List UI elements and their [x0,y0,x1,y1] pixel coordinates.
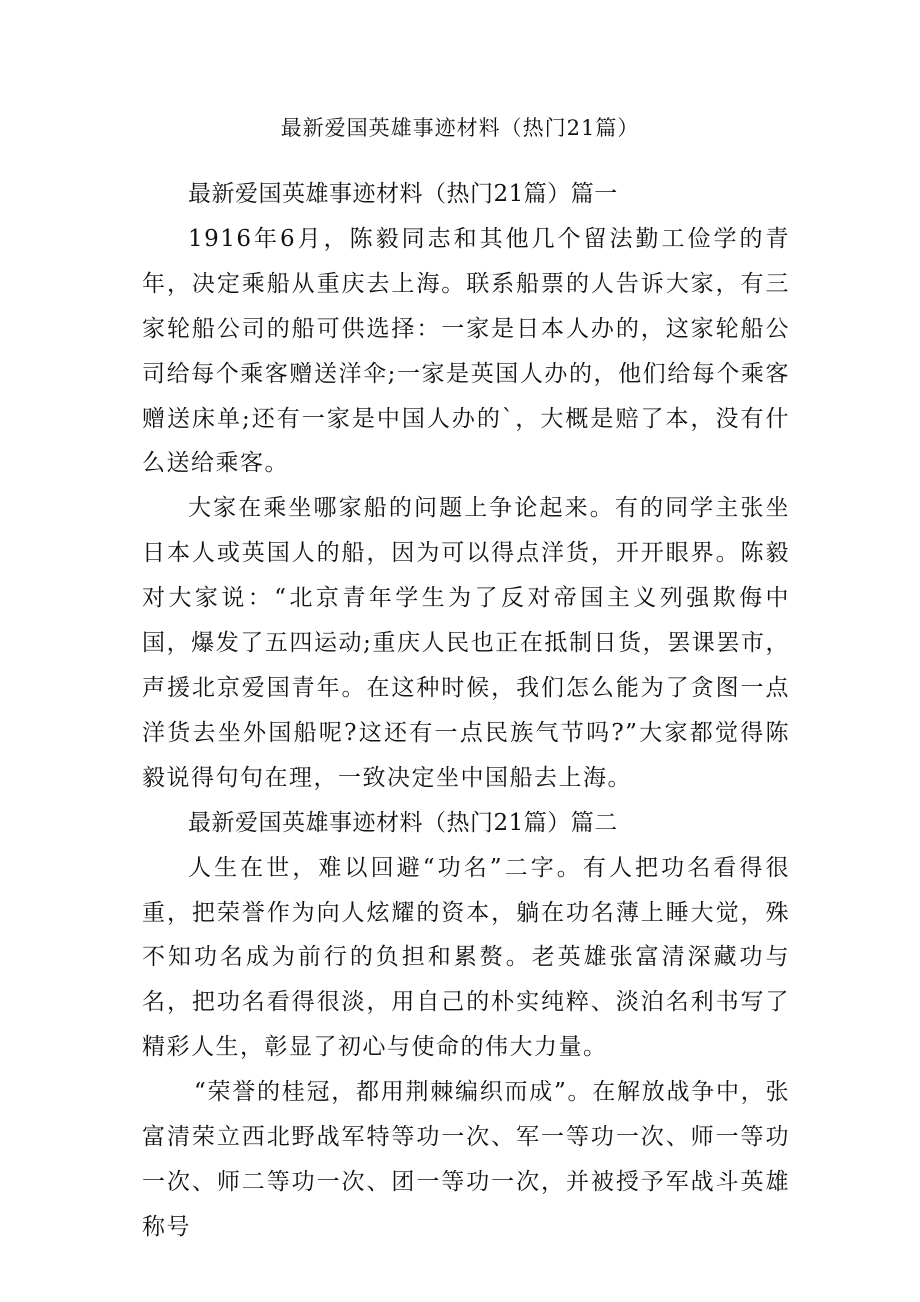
paragraph: “荣誉的桂冠，都用荆棘编织而成”。在解放战争中，张富清荣立西北野战军特等功一次、军一等功一次、师一等功一次、师二等功一次、团一等功一次，并被授予军战斗英雄称号 [142,1079,790,1240]
paragraph: 大家在乘坐哪家船的问题上争论起来。有的同学主张坐日本人或英国人的船，因为可以得点洋货，开开眼界。陈毅对大家说：“北京青年学生为了反对帝国主义列强欺侮中国，爆发了五四运动;重庆人民也正在抵制日货，罢课罢市，声援北京爱国青年。在这种时候，我们怎么能为了贪图一点洋货去坐外国船呢?这还有一点民族气节吗?”大家都觉得陈毅说得句句在理，一致决定坐中国船去上海。 [142,495,790,791]
section-heading-1: 最新爱国英雄事迹材料（热门21篇）篇一 [188,181,618,207]
document-title: 最新爱国英雄事迹材料（热门21篇） [280,116,640,140]
paragraph: 人生在世，难以回避“功名”二字。有人把功名看得很重，把荣誉作为向人炫耀的资本，躺在功名薄上睡大觉，殊不知功名成为前行的负担和累赘。老英雄张富清深藏功与名，把功名看得很淡，用自己的朴实纯粹、淡泊名利书写了精彩人生，彰显了初心与使命的伟大力量。 [142,854,790,1061]
paragraph: 1916年6月，陈毅同志和其他几个留法勤工俭学的青年，决定乘船从重庆去上海。联系船票的人告诉大家，有三家轮船公司的船可供选择：一家是日本人办的，这家轮船公司给每个乘客赠送洋伞;一家是英国人办的，他们给每个乘客赠送床单;还有一家是中国人办的`，大概是赔了本，没有什么送给乘客。 [142,225,790,477]
section-heading-2: 最新爱国英雄事迹材料（热门21篇）篇二 [188,809,618,836]
document-body [142,172,790,1250]
